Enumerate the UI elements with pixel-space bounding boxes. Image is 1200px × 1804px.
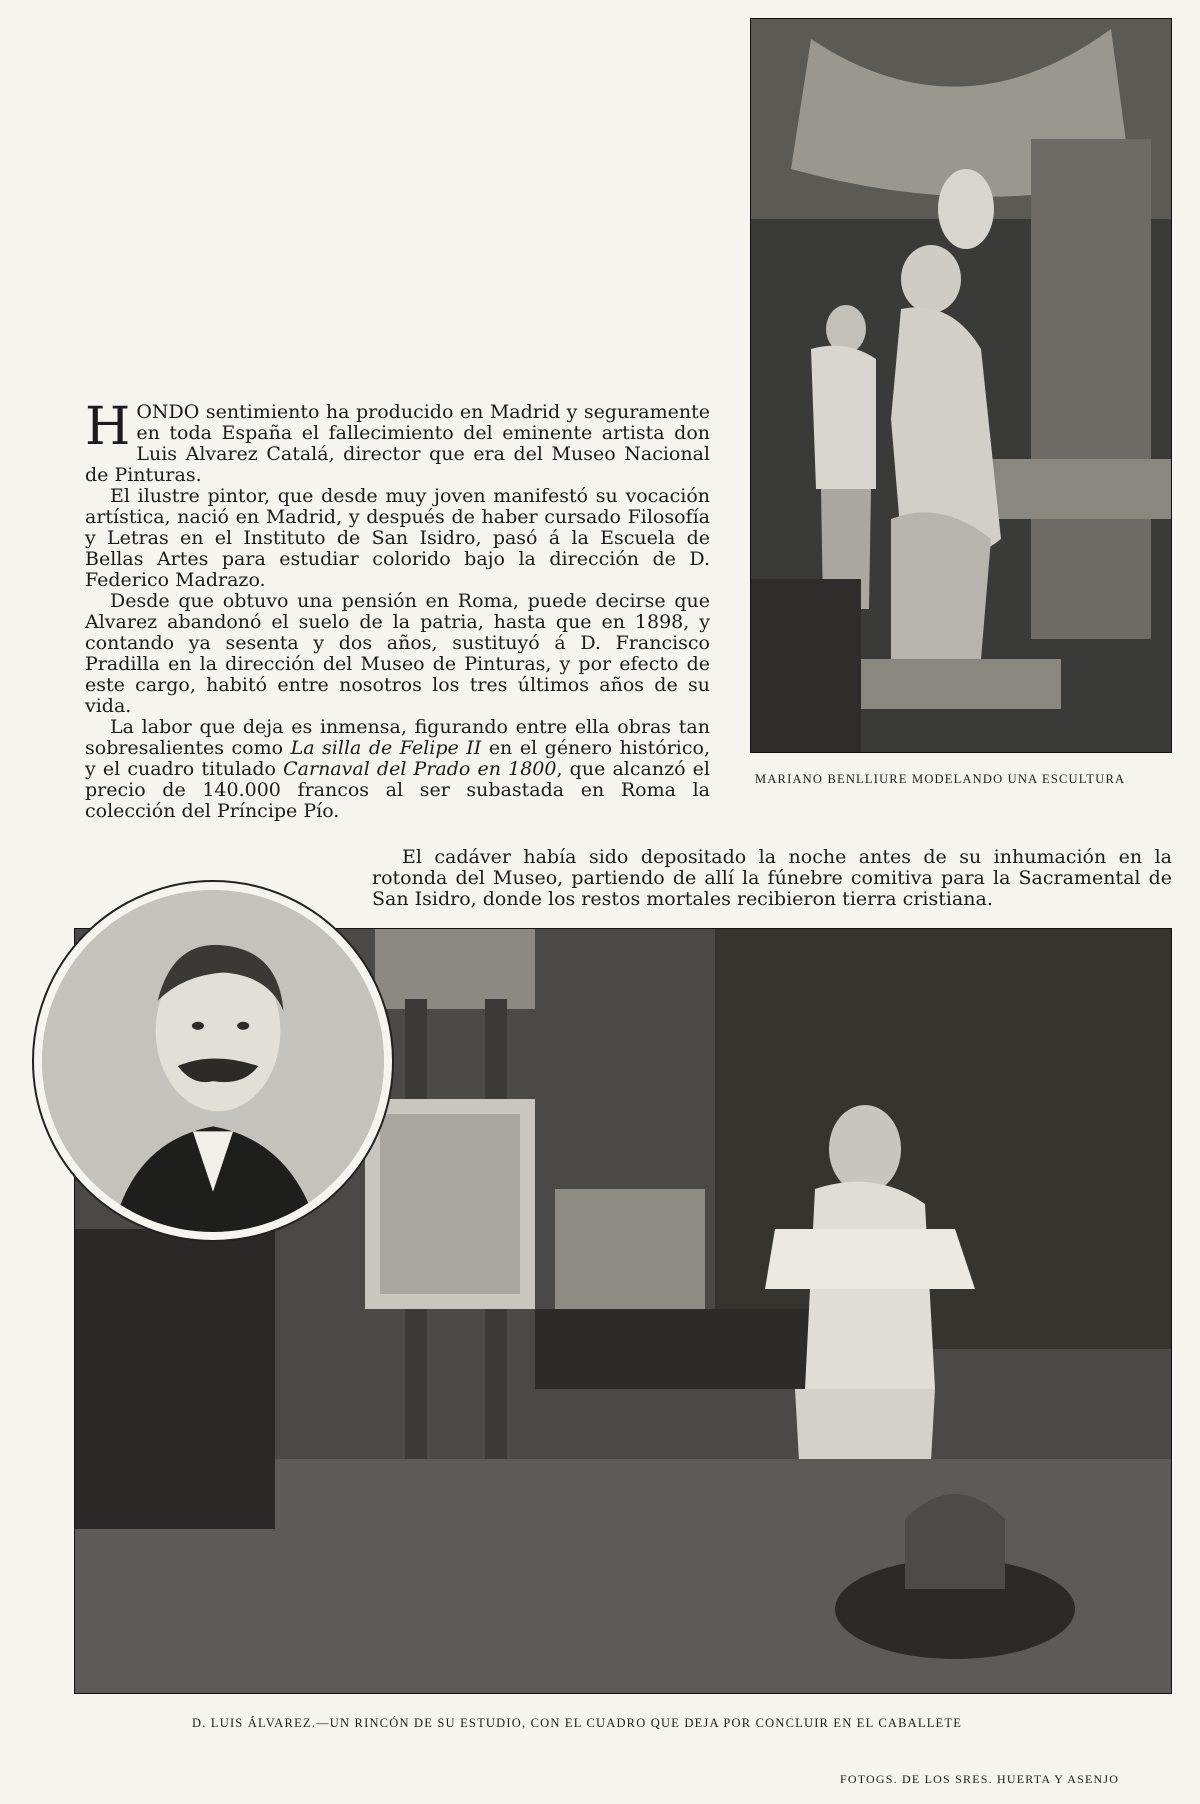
- paragraph: HONDO sentimiento ha producido en Madrid y seguramente en toda España el fallecimiento del eminente artista don Luis Alvarez Catalá, director que era del Museo Nacional de Pinturas.: [85, 397, 710, 486]
- paragraph-continuation: El cadáver había sido depositado la noche antes de su inhumación en la rotonda del Museo, partiendo de allí la fúnebre comitiva para la Sacramental de San Isidro, donde los restos mortales recibieron tierra cristiana.: [372, 846, 1172, 910]
- artwork-title: Carnaval del Prado en 1800: [283, 758, 557, 780]
- paragraph: Desde que obtuvo una pensión en Roma, puede decirse que Alvarez abandonó el suelo de la patria, hasta que en 1898, y contando ya sesenta y dos años, sustituyó á D. Francisco Pradilla en la dirección del Museo de Pinturas, y por efecto de este cargo, habitó entre nosotros los tres últimos años de su vida.: [85, 590, 710, 717]
- paragraph: El ilustre pintor, que desde muy joven manifestó su vocación artística, nació en Madrid, y después de haber cursado Filosofía y Letras en el Instituto de San Isidro, pasó á la Escuela de Bellas Artes para estudiar colorido bajo la dirección de D. Federico Madrazo.: [85, 485, 710, 591]
- caption-sculptor: MARIANO BENLLIURE MODELANDO UNA ESCULTURA: [755, 772, 1126, 786]
- portrait-luis-alvarez: [32, 880, 394, 1242]
- article-alvarez: [85, 397, 710, 822]
- drop-cap: H: [85, 397, 131, 457]
- article-column: [85, 10, 710, 822]
- paragraph: La labor que deja es inmensa, figurando entre ella obras tan sobresalientes como La silla de Felipe II en el género histórico, y el cuadro titulado Carnaval del Prado en 1800, que alcanzó el precio de 140.000 francos al ser subastada en Roma la colección del Príncipe Pío.: [85, 716, 710, 822]
- portrait-image: [42, 890, 384, 1232]
- photo-sculptor-image: [751, 19, 1171, 752]
- caption-studio: D. LUIS ÁLVAREZ.—UN RINCÓN DE SU ESTUDIO, CON EL CUADRO QUE DEJA POR CONCLUIR EN EL CABALLETE: [192, 1716, 963, 1730]
- photo-sculptor-modeling: [750, 18, 1172, 753]
- artwork-title: La silla de Felipe II: [290, 737, 482, 759]
- photo-credit: FOTOGS. DE LOS SRES. HUERTA Y ASENJO: [840, 1772, 1120, 1786]
